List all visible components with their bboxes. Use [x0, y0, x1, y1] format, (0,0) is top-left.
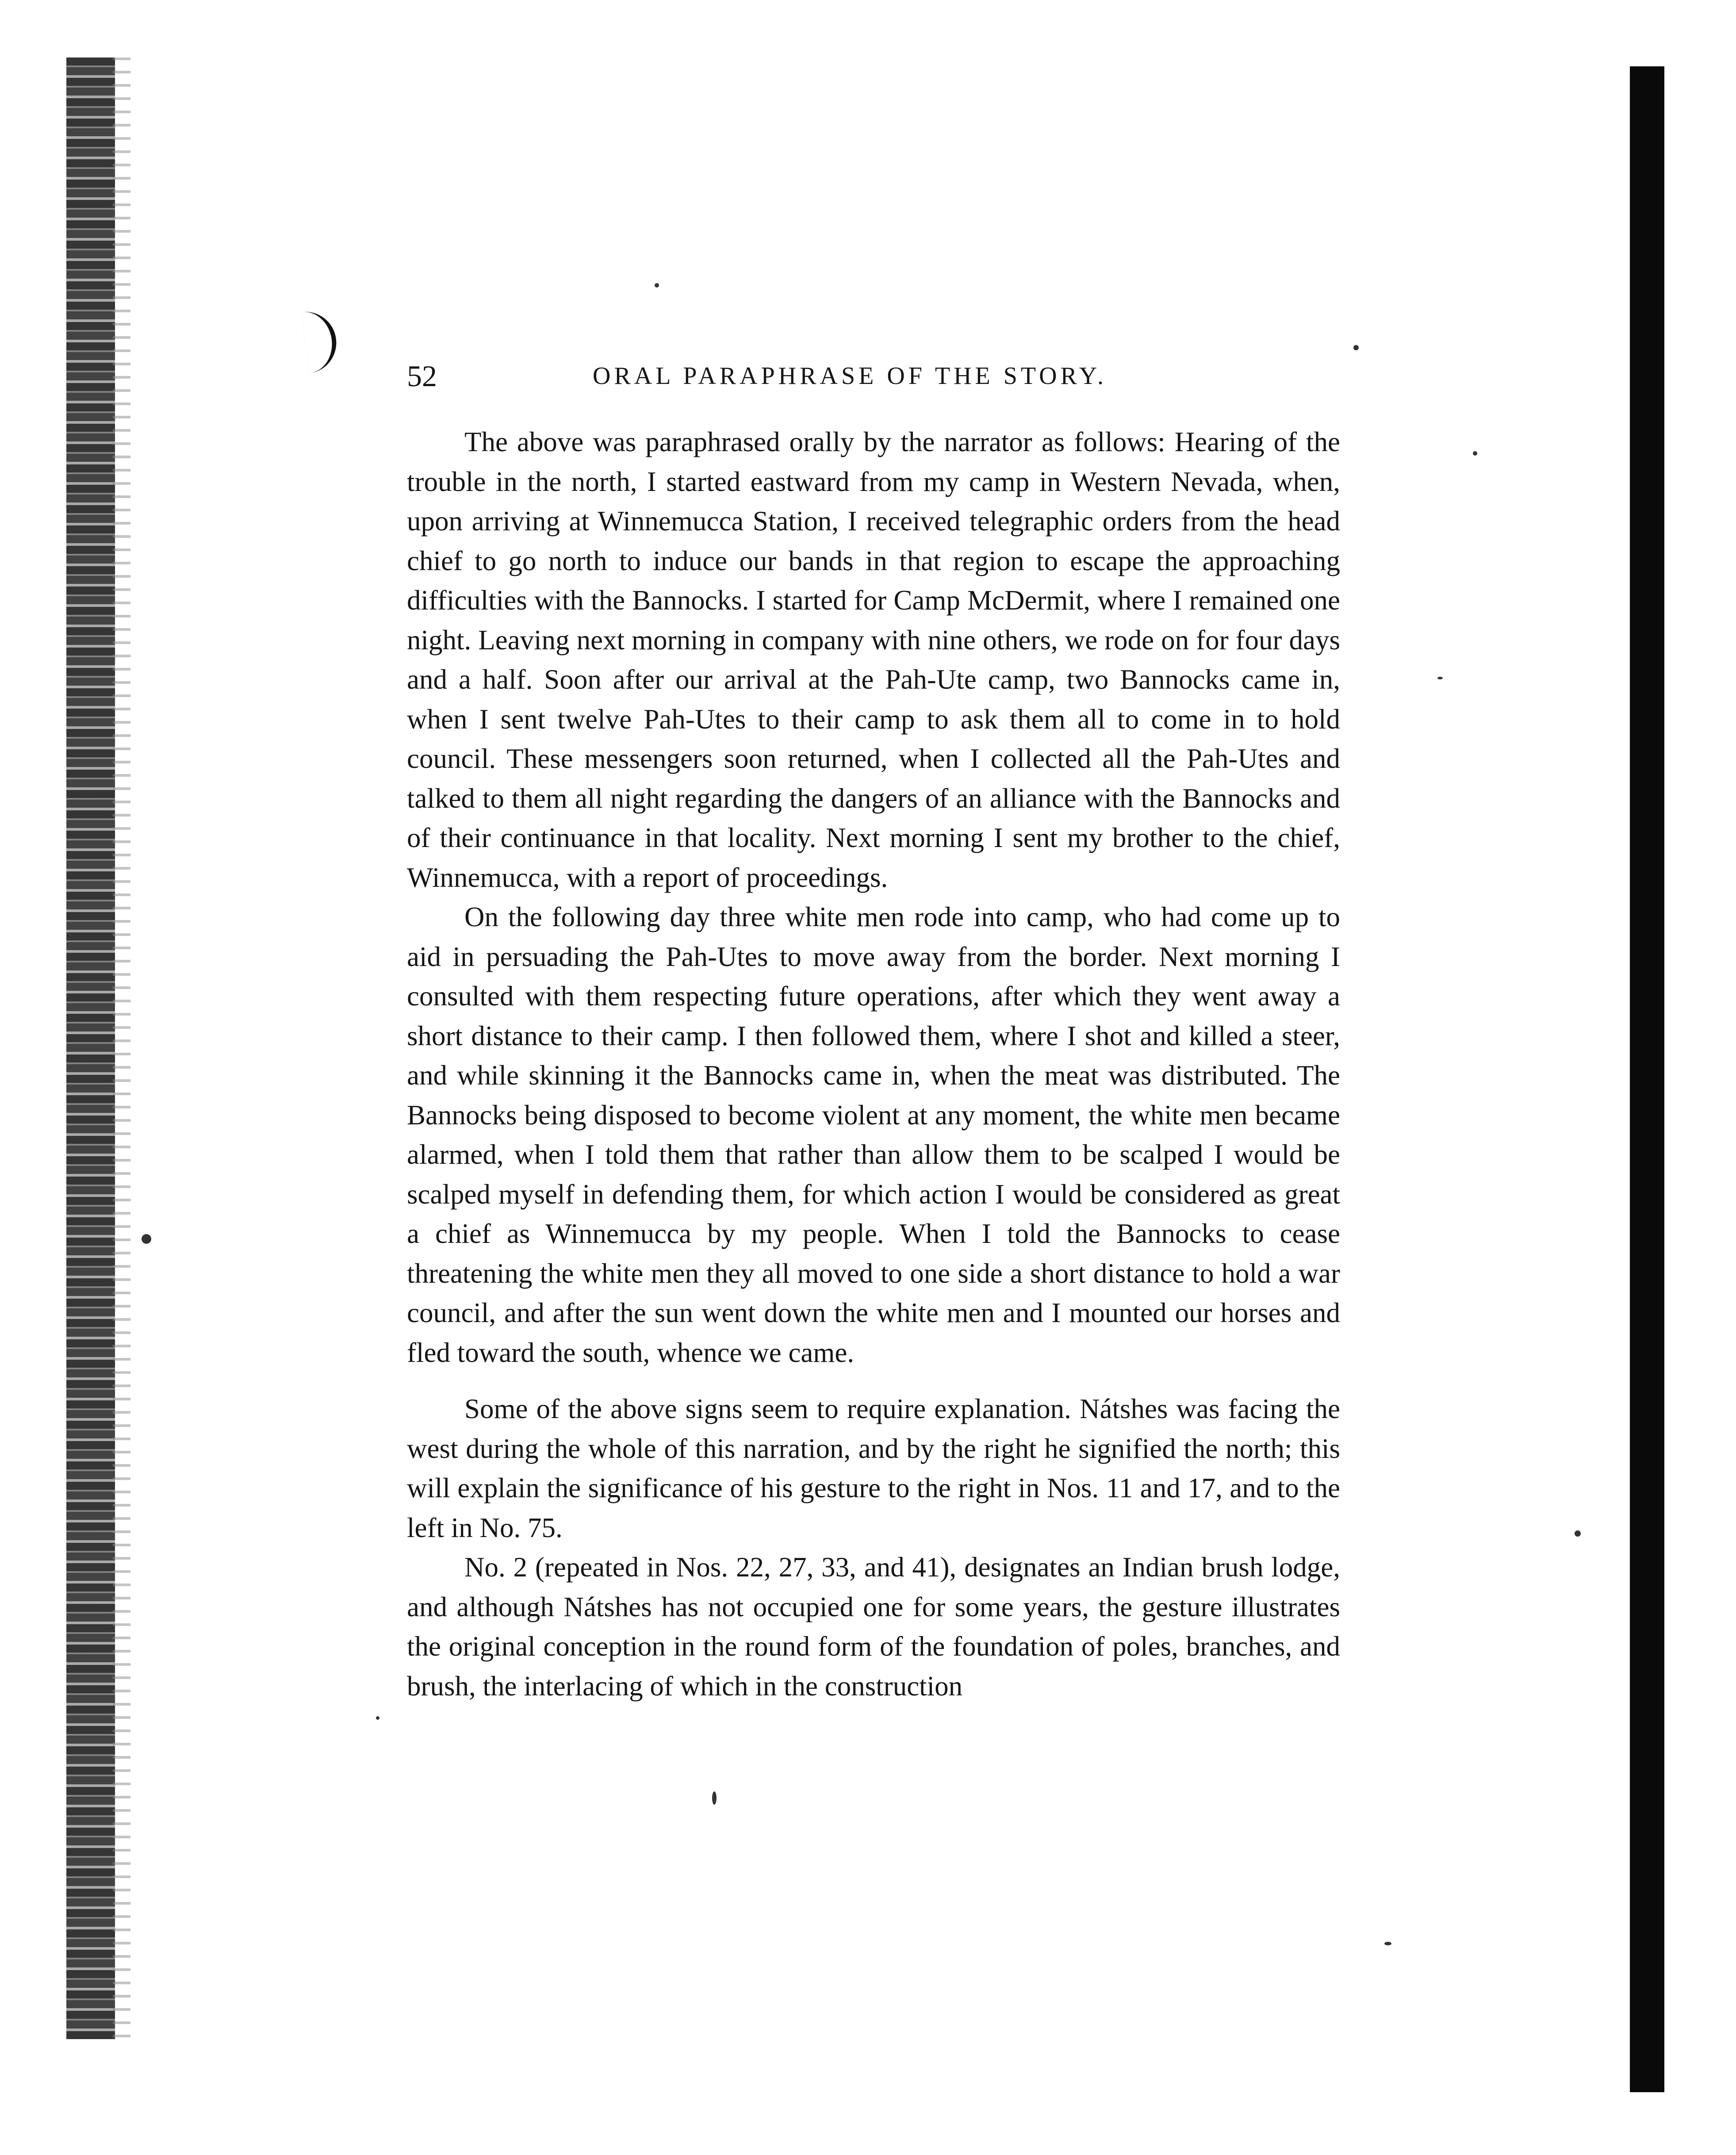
paragraph-2: On the following day three white men rode into camp, who had come up to aid in persuading the Pah-Utes to move away from the border. Next morning I consulted with them respecting future operations, after which they went away a short distance to their camp. I then followed them, where I shot and killed a steer, and while skinning it the Bannocks came in, when the meat was distributed. The Bannocks being disposed to become violent at any moment, the white men became alarmed, when I told them that rather than allow them to be scalped I would be scalped myself in defending them, for which action I would be considered as great a chief as Winnemucca by my people. When I told the Bannocks to cease threatening the white men they all moved to one side a short distance to hold a war council, and after the sun went down the white men and I mounted our horses and fled toward the south, whence we came.: [407, 901, 1340, 1368]
scan-edge-left: [66, 58, 115, 2039]
paragraph-1: The above was paraphrased orally by the narrator as follows: Hearing of the trouble in the north, I started eastward from my camp in Western Nevada, when, upon arriving at Winnemucca Station, I received telegraphic orders from the head chief to go north to induce our bands in that region to escape the approaching difficulties with the Bannocks. I started for Camp McDermit, where I remained one night. Leaving next morning in company with nine others, we rode on for four days and a half. Soon after our arrival at the Pah-Ute camp, two Bannocks came in, when I sent twelve Pah-Utes to their camp to ask them all to come in to hold council. These messengers soon returned, when I collected all the Pah-Utes and talked to them all night regarding the dangers of an alliance with the Bannocks and of their continuance in that locality. Next morning I sent my brother to the chief, Winnemucca, with a report of proceedings.: [407, 426, 1340, 893]
body-text: [407, 422, 1340, 1706]
scan-edge-right: [1630, 66, 1664, 2092]
speck: [655, 283, 659, 288]
speck: [142, 1234, 151, 1244]
running-head: [407, 354, 1349, 398]
speck: [1353, 345, 1359, 350]
paragraph-3: Some of the above signs seem to require explanation. Nátshes was facing the west during the whole of this narration, and by the right he signified the north; this will explain the significance of his gesture to the right in Nos. 11 and 17, and to the left in No. 75.: [407, 1393, 1340, 1543]
speck: [376, 1716, 379, 1720]
speck: [1473, 451, 1477, 456]
scan-edge-left-fade: [113, 58, 130, 2039]
page-header: ORAL PARAPHRASE OF THE STORY.: [593, 362, 1108, 390]
speck: [1437, 677, 1443, 679]
margin-mark: [301, 308, 341, 373]
speck: [1384, 1942, 1391, 1945]
paragraph-4: No. 2 (repeated in Nos. 22, 27, 33, and 41), designates an Indian brush lodge, and although Nátshes has not occupied one for some years, the gesture illustrates the original conception in the round form of the foundation of poles, branches, and brush, the interlacing of which in the construction: [407, 1552, 1340, 1702]
speck: [712, 1791, 717, 1805]
page-number: 52: [407, 359, 437, 393]
speck: [1575, 1530, 1581, 1537]
